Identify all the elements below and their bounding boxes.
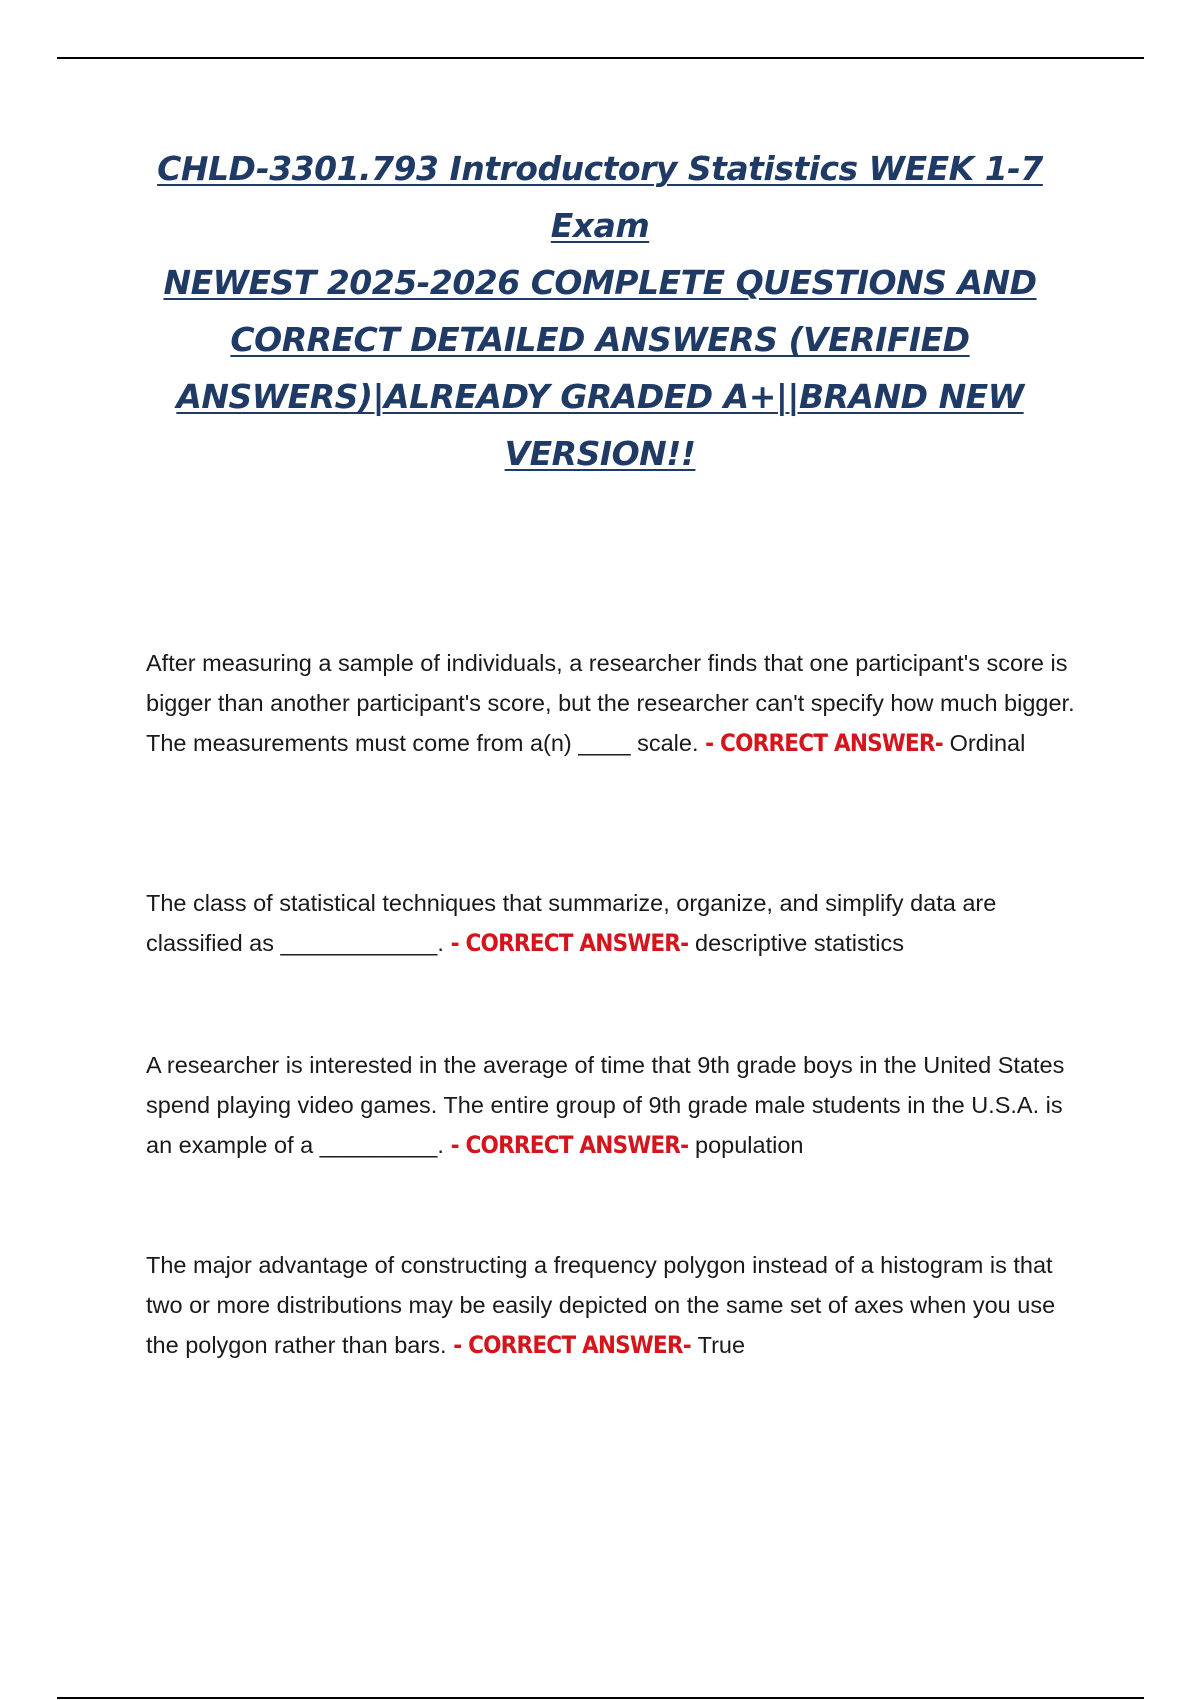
answer-text: Ordinal <box>949 730 1026 756</box>
correct-answer-label: - CORRECT ANSWER- <box>446 1331 698 1359</box>
title-line: VERSION!! <box>504 434 696 473</box>
answer-text: population <box>695 1132 804 1158</box>
title-line: ANSWERS)|ALREADY GRADED A+||BRAND NEW <box>176 377 1024 416</box>
question-text: A researcher is interested in the average of time that 9th grade boys in the United States spend playing video games. The entire group of 9th grade male students in the U.S.A. is an example of a _________. <box>146 1052 1065 1158</box>
qa-item <box>146 1045 1091 1165</box>
title-line: CORRECT DETAILED ANSWERS (VERIFIED <box>230 320 970 359</box>
qa-item <box>146 883 1091 963</box>
correct-answer-label: - CORRECT ANSWER- <box>443 1131 696 1159</box>
question-text: The major advantage of constructing a frequency polygon instead of a histogram is that two or more distributions may be easily depicted on the same set of axes when you use the polygon rather than bars. <box>146 1252 1056 1358</box>
qa-item <box>146 643 1091 763</box>
title-line: CHLD-3301.793 Introductory Statistics WEEK 1-7 Exam <box>157 149 1043 245</box>
top-divider <box>57 57 1144 59</box>
correct-answer-label: - CORRECT ANSWER- <box>698 729 950 757</box>
bottom-divider <box>57 1697 1144 1699</box>
document-title <box>140 140 1060 482</box>
answer-text: True <box>697 1332 746 1358</box>
correct-answer-label: - CORRECT ANSWER- <box>443 929 696 957</box>
title-line: NEWEST 2025-2026 COMPLETE QUESTIONS AND <box>163 263 1037 302</box>
question-text: The class of statistical techniques that summarize, organize, and simplify data are classified as ____________. <box>146 890 997 956</box>
qa-item <box>146 1245 1091 1365</box>
question-text: After measuring a sample of individuals, a researcher finds that one participant's score is bigger than another participant's score, but the researcher can't specify how much bigger. The measurements must come from a(n) ____ scale. <box>146 650 1075 756</box>
answer-text: descriptive statistics <box>695 930 904 956</box>
